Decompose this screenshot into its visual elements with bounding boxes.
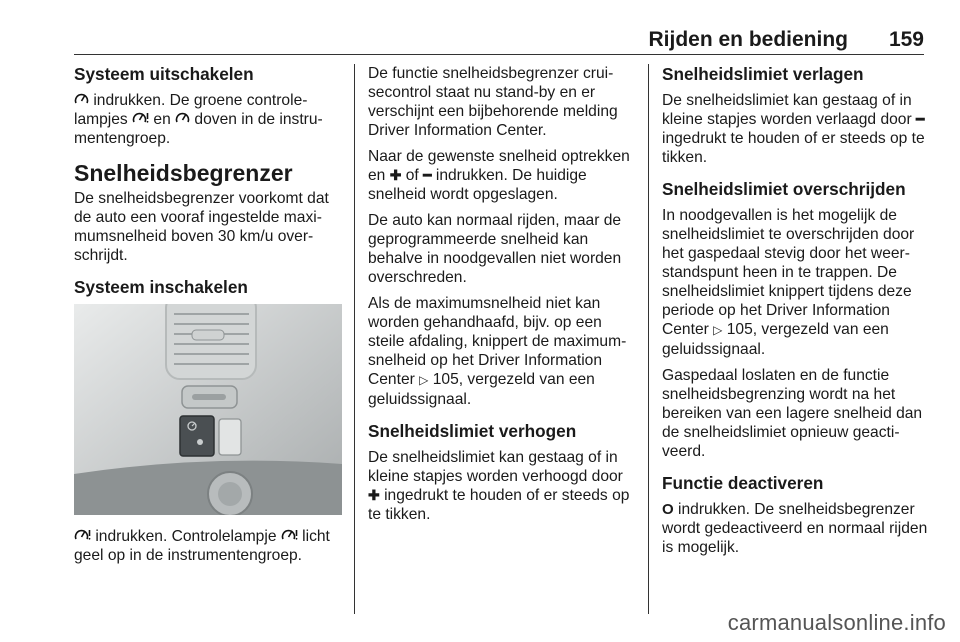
column-3: [662, 64, 930, 564]
photo-caption: indrukken. Controlelampje licht geel op in de instrumentengroep.: [74, 528, 330, 564]
speed-limiter-icon: [74, 92, 89, 105]
speed-limiter-warning-icon: [132, 111, 149, 124]
off-icon: O: [662, 501, 674, 518]
paragraph: O indrukken. De snelheidsbegrenzer wordt gedeactiveerd en normaal rijden is mogelijk.: [662, 501, 928, 556]
paragraph: De snelheidsbegrenzer voorkomt dat de auto een vooraf ingestelde maximumsnelheid boven 30 km/u overschrijdt.: [74, 190, 329, 264]
dashboard-illustration: [74, 304, 342, 515]
section-heading: Snelheidslimiet overschrijden: [662, 179, 906, 199]
plus-icon: ✚: [368, 487, 380, 503]
section-heading: Snelheidslimiet verlagen: [662, 64, 864, 84]
dashboard-switch-photo: [74, 304, 342, 515]
page-header: [74, 28, 924, 55]
minus-icon: ━: [916, 111, 925, 127]
speed-limiter-warning-icon: [74, 528, 91, 541]
section-heading: Snelheidslimiet verhogen: [368, 421, 577, 441]
paragraph: indrukken. De groene controlelampjes en doven in de instrumentengroep.: [74, 92, 323, 147]
plus-icon: ✚: [389, 167, 402, 183]
page-reference-icon: ▷: [419, 373, 429, 387]
paragraph: Als de maximumsnelheid niet kan worden gehandhaafd, bijv. op een steile afdaling, knippert de maximumsnelheid op het Driver Information Center ▷ 105, vergezeld van een geluidssignaal.: [368, 295, 627, 408]
paragraph: De functie snelheidsbegrenzer cruisecontrol staat nu stand-by en er verschijnt een bijbehorende melding Driver Information Center.: [368, 65, 618, 139]
column-1: [74, 64, 342, 572]
minus-icon: ━: [423, 167, 432, 183]
column-divider: [354, 64, 355, 614]
page-reference: 105: [432, 371, 459, 388]
section-heading: Functie deactiveren: [662, 473, 824, 493]
page-reference-icon: ▷: [713, 323, 723, 337]
paragraph: De snelheidslimiet kan gestaag of in kleine stapjes worden verhoogd door ✚ ingedrukt te houden of er steeds op te tikken.: [368, 449, 630, 523]
section-heading: Systeem inschakelen: [74, 277, 248, 297]
paragraph: Naar de gewenste snelheid optrekken en ✚ of ━ indrukken. De huidige snelheid wordt opgeslagen.: [368, 148, 630, 203]
page-title: Rijden en bediening: [648, 28, 848, 51]
section-heading: Systeem uitschakelen: [74, 64, 254, 84]
watermark: carmanualsonline.info: [727, 610, 946, 635]
page-reference: 105: [726, 321, 753, 338]
paragraph: In noodgevallen is het mogelijk de snelheidslimiet te overschrijden door het gaspedaal stevig door het weerstandspunt heen in te trappen. De snelheidslimiet knippert tijdens deze periode op het Driver Information Center ▷ 105, vergezeld van een geluidssignaal.: [662, 207, 915, 358]
paragraph: Gaspedaal loslaten en de functie snelheidsbegrenzing wordt na het bereiken van een lagere snelheid dan de snelheidslimiet opnieuw geactiveerd.: [662, 367, 923, 460]
paragraph: De snelheidslimiet kan gestaag of in kleine stapjes worden verlaagd door ━ ingedrukt te houden of er steeds op te tikken.: [662, 92, 925, 166]
main-heading: Snelheidsbegrenzer: [74, 160, 293, 186]
speed-limiter-icon: [175, 111, 190, 124]
speed-limiter-warning-icon: [281, 528, 298, 541]
page-number: 159: [888, 28, 924, 51]
column-2: [368, 64, 636, 531]
column-divider: [648, 64, 649, 614]
paragraph: De auto kan normaal rijden, maar de geprogrammeerde snelheid kan behalve in noodgevallen niet worden overschreden.: [368, 212, 622, 286]
